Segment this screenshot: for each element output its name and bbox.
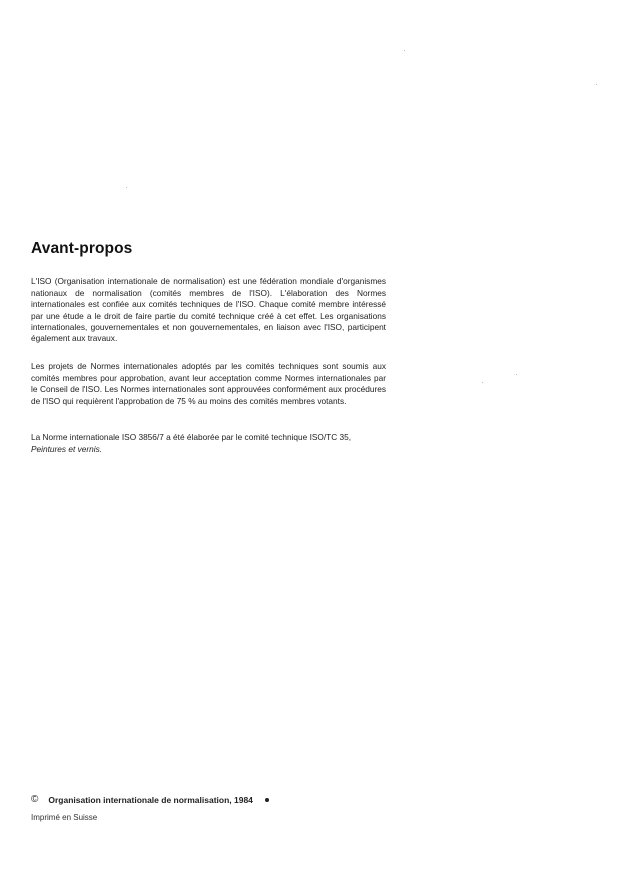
copyright-line <box>31 794 269 805</box>
bullet-icon <box>265 798 269 802</box>
scan-speck <box>482 382 483 383</box>
scan-speck <box>126 187 127 188</box>
printed-in-label: Imprimé en Suisse <box>31 813 98 822</box>
paragraph-3-text: La Norme internationale ISO 3856/7 a été élaborée par le comité technique ISO/TC 35, <box>31 432 352 443</box>
copyright-text: Organisation internationale de normalisation, 1984 <box>48 794 253 805</box>
scan-speck <box>596 84 597 85</box>
scan-speck <box>404 50 405 51</box>
committee-title: Peintures et vernis. <box>31 443 103 454</box>
foreword-paragraph-2: Les projets de Normes internationales adoptés par les comités techniques sont soumis aux comités membres pour approbation, avant leur acceptation comme Normes internationales par le Conseil de l'ISO. Les Normes internationales sont approuvées conformément aux procédures de l'ISO qui requièrent l'approbation de 75 % au moins des comités membres votants. <box>31 361 386 406</box>
foreword-paragraph-3 <box>31 432 386 455</box>
foreword-paragraph-1: L'ISO (Organisation internationale de normalisation) est une fédération mondiale d'organismes nationaux de normalisation (comités membres de l'ISO). L'élaboration des Normes internationales est confiée aux comités techniques de l'ISO. Chaque comité membre intéressé par une étude a le droit de faire partie du comité technique créé à cet effet. Les organisations internationales, gouvernementales et non gouvernementales, en liaison avec l'ISO, participent également aux travaux. <box>31 276 386 344</box>
scan-speck <box>516 374 517 375</box>
copyright-icon: © <box>31 794 39 805</box>
foreword-title: Avant-propos <box>31 240 133 257</box>
